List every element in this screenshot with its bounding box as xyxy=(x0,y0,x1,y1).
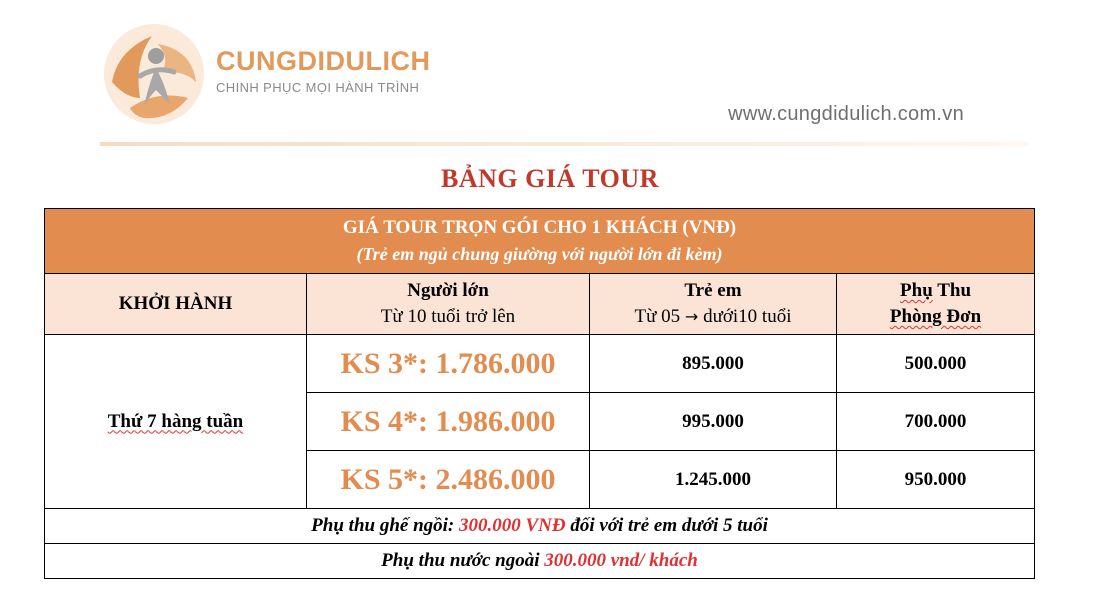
note-foreign-price: 300.000 vnd/ khách xyxy=(544,550,698,571)
adult-price: KS 4*: 1.986.000 xyxy=(340,404,556,438)
adult-price-cell xyxy=(307,451,590,509)
single-price-cell xyxy=(837,451,1035,509)
child-sub-from: Từ 05 xyxy=(634,306,681,327)
header-adult xyxy=(307,274,590,335)
brand-tagline: CHINH PHỤC MỌI HÀNH TRÌNH xyxy=(216,80,420,95)
banner-title: GIÁ TOUR TRỌN GÓI CHO 1 KHÁCH (VNĐ) xyxy=(342,217,737,238)
child-price: 1.245.000 xyxy=(675,468,751,490)
price-table xyxy=(44,208,1035,579)
header-single-line1 xyxy=(837,278,1034,304)
header-single-word2: Thu xyxy=(937,280,972,301)
header-single xyxy=(837,274,1035,335)
adult-price: KS 3*: 1.786.000 xyxy=(340,346,556,380)
child-sub-to: dưới10 tuổi xyxy=(703,306,792,327)
website-url[interactable]: www.cungdidulich.com.vn xyxy=(728,103,964,125)
adult-price-cell xyxy=(307,335,590,393)
single-price: 500.000 xyxy=(904,352,967,374)
child-price: 895.000 xyxy=(682,352,744,374)
child-price-cell xyxy=(590,451,837,509)
note-foreign-text: Phụ thu nước ngoài xyxy=(381,550,545,571)
header-child-sub xyxy=(590,304,836,330)
departure-cell xyxy=(45,335,307,509)
header-divider xyxy=(100,142,1028,146)
note-seat-price: 300.000 VNĐ xyxy=(459,515,566,536)
header-departure xyxy=(45,274,307,335)
child-price-cell xyxy=(590,393,837,451)
note-row-foreign xyxy=(45,544,1035,579)
table-row xyxy=(45,335,1035,393)
header-child-label: Trẻ em xyxy=(684,280,742,301)
note-foreign xyxy=(45,544,1035,579)
banner-note: (Trẻ em ngủ chung giường với người lớn đi kèm) xyxy=(356,244,723,264)
single-price-cell xyxy=(837,393,1035,451)
child-price: 995.000 xyxy=(682,410,744,432)
single-price: 700.000 xyxy=(904,410,967,432)
adult-price: KS 5*: 2.486.000 xyxy=(340,462,556,496)
note-seat-condition: đối với trẻ em dưới 5 tuổi xyxy=(565,515,768,536)
note-seat-text: Phụ thu ghế ngồi: xyxy=(311,515,459,536)
page-header xyxy=(0,0,1100,150)
brand-name: CUNGDIDULICH xyxy=(216,46,431,76)
logo-mark xyxy=(100,20,208,128)
banner-row xyxy=(45,209,1035,274)
arrow-right-icon: → xyxy=(684,307,699,326)
header-departure-label: KHỞI HÀNH xyxy=(118,293,233,314)
departure-value: Thứ 7 hàng tuần xyxy=(107,410,244,432)
header-adult-sub: Từ 10 tuổi trở lên xyxy=(380,306,516,327)
single-price: 950.000 xyxy=(904,468,967,490)
note-row-seat xyxy=(45,509,1035,544)
note-seat xyxy=(45,509,1035,544)
header-adult-label: Người lớn xyxy=(407,280,489,301)
header-single-line2: Phòng Đơn xyxy=(889,306,982,327)
header-row xyxy=(45,274,1035,335)
page-title: BẢNG GIÁ TOUR xyxy=(441,164,659,193)
header-single-word1: Phụ xyxy=(900,280,933,301)
child-price-cell xyxy=(590,335,837,393)
banner-cell xyxy=(45,209,1035,274)
single-price-cell xyxy=(837,335,1035,393)
adult-price-cell xyxy=(307,393,590,451)
header-child xyxy=(590,274,837,335)
